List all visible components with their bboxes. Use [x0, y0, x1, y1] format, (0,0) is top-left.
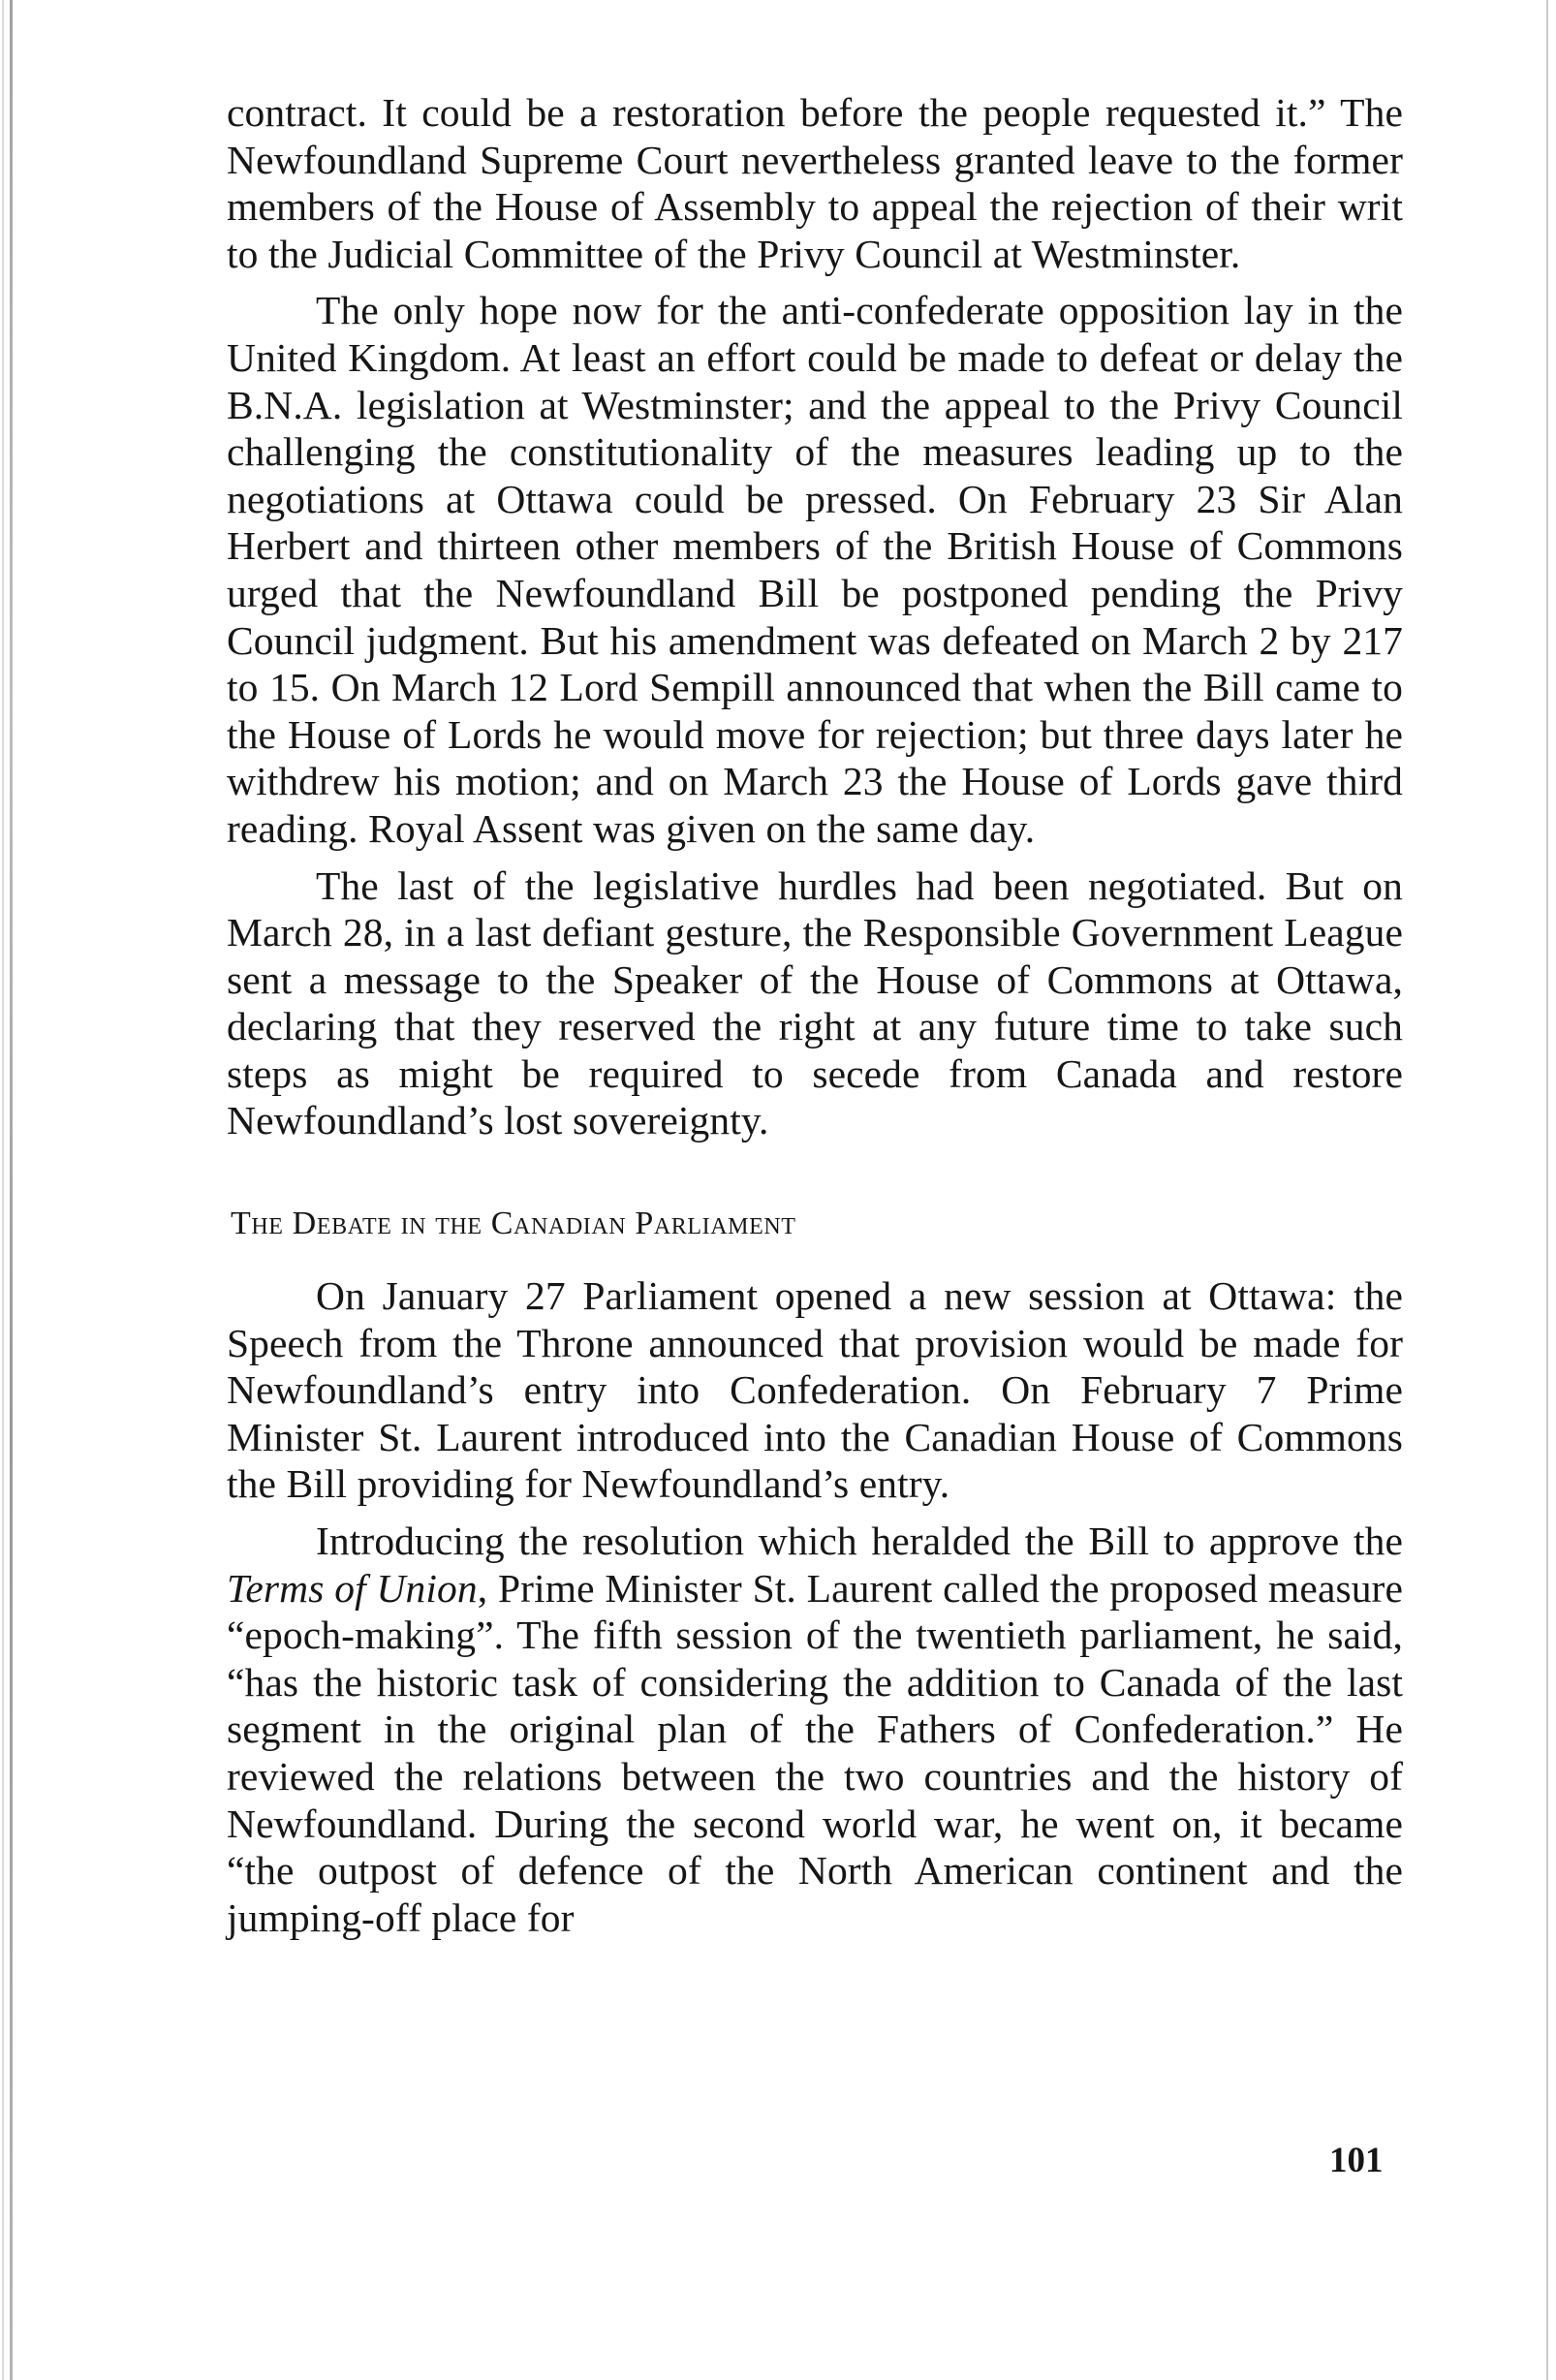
scan-edge-outer	[2, 0, 4, 2380]
paragraph-text-start: Introducing the resolution which heralded the Bill to approve the	[316, 1519, 1403, 1564]
page-number: 101	[1329, 2141, 1384, 2180]
page-body	[227, 89, 1403, 1951]
scan-edge-right	[1546, 0, 1548, 2380]
paragraph-legislative-hurdles: The last of the legislative hurdles had been negotiated. But on March 28, in a last defiant gesture, the Responsible Government League sent a message to the Speaker of the House of Commons at Ottawa, declaring that they reserved the right at any future time to take such steps as might be required to secede from Canada and restore Newfoundland’s lost sovereignty.	[227, 862, 1403, 1143]
paragraph-anti-confederate-opposition: The only hope now for the anti-confederate opposition lay in the United Kingdom. At least an effort could be made to defeat or delay the B.N.A. legislation at Westminster; and the appeal to the Privy Council challenging the constitutionality of the measures leading up to the negotiations at Ottawa could be pressed. On February 23 Sir Alan Herbert and thirteen other members of the British House of Commons urged that the Newfoundland Bill be postponed pending the Privy Council judgment. But his amendment was defeated on March 2 by 217 to 15. On March 12 Lord Sempill announced that when the Bill came to the House of Lords he would move for rejection; but three days later he withdrew his motion; and on March 23 the House of Lords gave third reading. Royal Assent was given on the same day.	[227, 288, 1403, 851]
scan-edge-left	[10, 0, 13, 2380]
paragraph-introducing-resolution	[227, 1518, 1403, 1941]
paragraph-text-end: , Prime Minister St. Laurent called the proposed measure “epoch-making”. The fifth session of the twentieth parliament, he said, “has the historic task of considering the addition to Canada of the last segment in the original plan of the Fathers of Confederation.” He reviewed the relations between the two countries and the history of Newfoundland. During the second world war, he went on, it became “the outpost of defence of the North American continent and the jumping-off place for	[227, 1565, 1403, 1940]
paragraph-parliament-opened: On January 27 Parliament opened a new session at Ottawa: the Speech from the Throne announced that provision would be made for Newfoundland’s entry into Confederation. On February 7 Prime Minister St. Laurent introduced into the Canadian House of Commons the Bill providing for Newfoundland’s entry.	[227, 1273, 1403, 1507]
section-heading: The Debate in the Canadian Parliament	[231, 1206, 796, 1242]
terms-of-union-italic: Terms of Union	[227, 1565, 478, 1611]
paragraph-continuation: contract. It could be a restoration before the people requested it.” The Newfoundland Supreme Court nevertheless granted leave to the former members of the House of Assembly to appeal the rejection of their writ to the Judicial Committee of the Privy Council at Westminster.	[227, 90, 1403, 276]
